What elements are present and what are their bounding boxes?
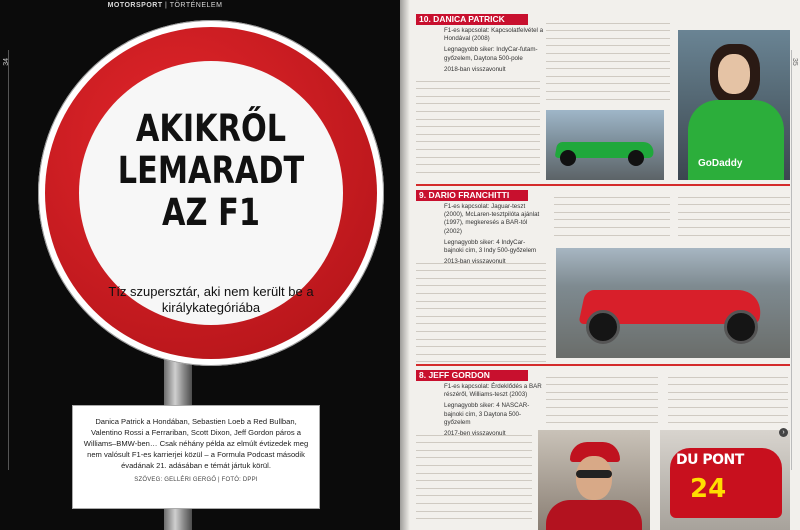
car-sponsor-label: DU PONT xyxy=(676,452,744,468)
page-number-left: 34 xyxy=(3,58,10,66)
car-number: 24 xyxy=(690,474,727,504)
photo-jeff-gordon xyxy=(538,430,650,530)
sponsor-logo: GoDaddy xyxy=(698,158,743,169)
body-text-column xyxy=(416,74,540,173)
intro-text: Danica Patrick a Hondában, Sebastien Loeb a Red Bullban, Valentino Rossi a Ferrariban, Scott Dixon, Jeff Gordon páros a Williams–BMW-ben… Csak néhány példa az elmúlt évtizedek meg nem valósult F1-es karrierjei közül – a Formula Podcast második évadának 21. adásában e témát jártuk körül. xyxy=(83,417,309,470)
page-number-right: 35 xyxy=(791,58,798,66)
fact-biggest-success: Legnagyobb siker: IndyCar-futam-győzelem, Daytona 500-pole xyxy=(444,46,538,62)
margin-rule xyxy=(8,50,9,470)
entry-title: 10. DANICA PATRICK xyxy=(416,14,528,25)
margin-rule-right xyxy=(791,50,792,470)
fact-retired: 2017-ben visszavonult xyxy=(444,430,506,438)
running-head-section: MOTORSPORT xyxy=(107,2,163,9)
entry-danica-patrick xyxy=(416,14,790,182)
body-text-column xyxy=(668,370,788,423)
intro-box xyxy=(72,405,320,509)
entry-title: 8. JEFF GORDON xyxy=(416,370,528,381)
fact-biggest-success: Legnagyobb siker: 4 NASCAR-bajnoki cím, 3 Daytona 500-győzelem xyxy=(444,402,530,426)
photo-danica-patrick xyxy=(678,30,790,180)
entry-facts xyxy=(444,27,544,77)
byline-credit: SZÖVEG: GELLÉRI GERGŐ | FOTÓ: DPPI xyxy=(134,477,258,483)
continue-arrow-icon: › xyxy=(779,428,788,437)
running-head xyxy=(0,2,330,9)
fact-f1-connection: F1-es kapcsolat: Jaguar-teszt (2000), McLaren-tesztpilóta ajánlat (1997), megkeresés a BAR-tól (2002) xyxy=(444,203,540,235)
fact-f1-connection: F1-es kapcsolat: Kapcsolatfelvétel a Hondával (2008) xyxy=(444,27,544,43)
headline-line-1: AKIKRŐL xyxy=(135,107,287,150)
headline-line-2: LEMARADT xyxy=(117,149,305,192)
photo-nascar-24 xyxy=(660,430,790,530)
right-page xyxy=(400,0,800,530)
entry-jeff-gordon xyxy=(416,370,790,530)
entry-title: 9. DARIO FRANCHITTI xyxy=(416,190,528,201)
entry-dario-franchitti xyxy=(416,190,790,362)
body-text-column xyxy=(678,190,790,236)
fact-retired: 2013-ban visszavonult xyxy=(444,258,506,266)
running-head-divider: | xyxy=(162,2,170,9)
fact-biggest-success: Legnagyobb siker: 4 IndyCar-bajnoki cím, 3 Indy 500-győzelem xyxy=(444,238,537,255)
page-title xyxy=(103,108,319,234)
photo-red-indycar xyxy=(556,248,790,358)
fact-retired: 2018-ban visszavonult xyxy=(444,65,506,73)
section-divider xyxy=(416,184,790,186)
fact-f1-connection: F1-es kapcsolat: Érdeklődés a BAR részéről, Williams-teszt (2003) xyxy=(444,383,542,399)
photo-indycar-green xyxy=(546,110,664,180)
body-text-column xyxy=(416,428,532,519)
body-text-column xyxy=(554,190,670,236)
page-gutter-shadow xyxy=(400,0,410,530)
running-head-subsection: TÖRTÉNELEM xyxy=(169,2,223,9)
headline-line-3: AZ F1 xyxy=(162,191,260,234)
subheadline: Tíz szupersztár, aki nem került be a királykategóriába xyxy=(108,284,314,315)
body-text-column xyxy=(416,256,546,362)
body-text-column xyxy=(546,370,658,423)
section-divider xyxy=(416,364,790,366)
body-text-column xyxy=(546,16,670,100)
